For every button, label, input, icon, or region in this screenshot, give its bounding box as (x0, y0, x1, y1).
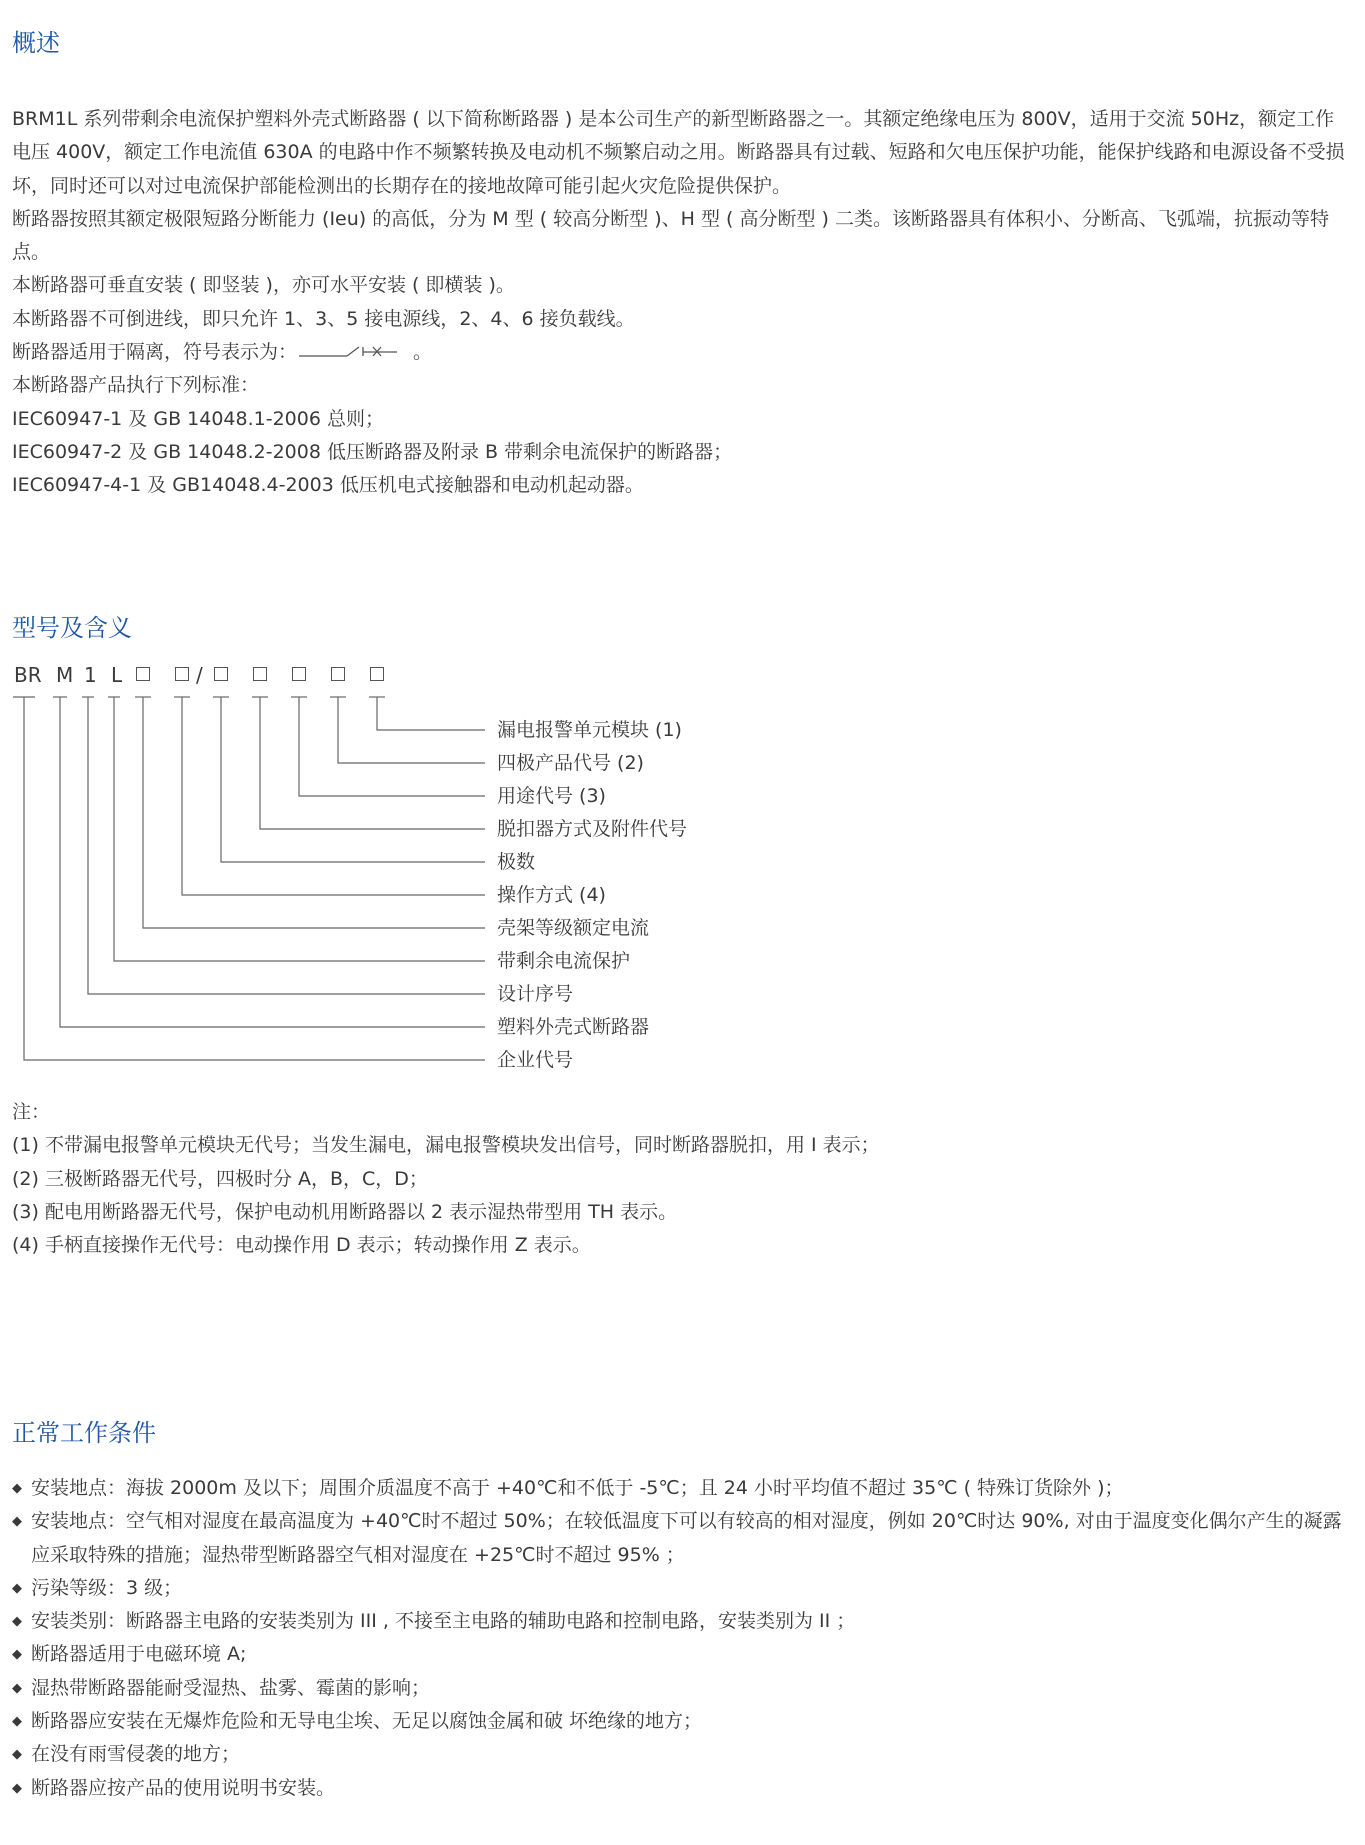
code-box-operation (175, 667, 189, 681)
isolator-symbol-icon (297, 341, 407, 361)
condition-text: 在没有雨雪侵袭的地方； (31, 1743, 241, 1766)
legend-residual-current: 带剩余电流保护 (497, 950, 631, 972)
condition-text: 安装地点：海拔 2000m 及以下；周围介质温度不高于 +40℃和不低于 -5℃；且 24 小时平均值不超过 35℃ ( 特殊订货除外 )； (31, 1477, 1124, 1499)
diamond-bullet-icon: ◆ (12, 1714, 22, 1730)
code-letter-br: BR (14, 663, 42, 687)
note-4: (4) 手柄直接操作无代号：电动操作用 D 表示；转动操作用 Z 表示。 (12, 1234, 591, 1257)
model-code-diagram (0, 660, 760, 1095)
note-2: (2) 三极断路器无代号，四极时分 A，B，C，D； (12, 1167, 428, 1190)
legend-alarm-module: 漏电报警单元模块 (1) (497, 719, 682, 741)
list-item (12, 1672, 1352, 1705)
overview-title: 概述 (12, 29, 60, 57)
overview-paragraph-types: 断路器按照其额定极限短路分断能力 (Ieu) 的高低，分为 M 型 ( 较高分断型 )、H 型 ( 高分断型 ) 二类。该断路器具有体积小、分断高、飞弧端，抗振动等特点。 (12, 207, 1329, 264)
code-box-release (253, 667, 267, 681)
list-item (12, 1738, 1352, 1771)
condition-text: 污染等级：3 级； (31, 1576, 183, 1599)
diamond-bullet-icon: ◆ (12, 1680, 22, 1696)
overview-paragraph-mounting: 本断路器可垂直安装 ( 即竖装 )，亦可水平安装 ( 即横装 )。 (12, 274, 515, 297)
condition-text: 安装类别：断路器主电路的安装类别为 III , 不接至主电路的辅助电路和控制电路，安装类别为 II ； (31, 1610, 856, 1633)
condition-text: 湿热带断路器能耐受湿热、盐雾、霉菌的影响； (31, 1676, 431, 1699)
code-box-usage (292, 667, 306, 681)
model-code-row (12, 662, 512, 690)
condition-text: 断路器应按产品的使用说明书安装。 (31, 1776, 336, 1799)
isolation-text: 断路器适用于隔离，符号表示为： (12, 341, 298, 364)
overview-paragraph-intro: BRM1L 系列带剩余电流保护塑料外壳式断路器 ( 以下简称断路器 ) 是本公司生产的新型断路器之一。其额定绝缘电压为 800V，适用于交流 50Hz，额定工作电压 400V，额定工作电流值 630A 的电路中作不频繁转换及电动机不频繁启动之用。断路器具有过载、短路和欠电压保护功能，能保护线路和电源设备不受损坏，同时还可以对过电流保护部能检测出的长期存在的接地故障可能引起火灾危险提供保护。 (12, 108, 1345, 197)
isolation-text-end: 。 (407, 341, 433, 364)
code-letter-1: 1 (84, 663, 97, 687)
list-item (12, 1505, 1352, 1572)
code-connector-line (24, 697, 485, 1060)
condition-text: 安装地点：空气相对湿度在最高温度为 +40℃时不超过 50%；在较低温度下可以有较高的相对湿度，例如 20℃时达 90%, 对由于温度变化偶尔产生的凝露应采取特殊的措施；湿热带型断路器空气相对湿度在 +25℃时不超过 95% ； (31, 1510, 1342, 1566)
conditions-title: 正常工作条件 (12, 1419, 156, 1447)
list-item (12, 1705, 1352, 1738)
diamond-bullet-icon: ◆ (12, 1614, 22, 1630)
legend-four-pole-code: 四极产品代号 (2) (497, 752, 644, 774)
diamond-bullet-icon: ◆ (12, 1514, 22, 1530)
condition-text: 断路器适用于电磁环境 A; (31, 1643, 247, 1666)
conditions-list (12, 1472, 1352, 1805)
diamond-bullet-icon: ◆ (12, 1747, 22, 1763)
legend-operation: 操作方式 (4) (497, 884, 606, 906)
code-connector-line (377, 697, 485, 730)
legend-company-code: 企业代号 (497, 1049, 574, 1071)
list-item (12, 1638, 1352, 1671)
notes-label: 注： (12, 1101, 51, 1123)
overview-standard-1: IEC60947-1 及 GB 14048.1-2006 总则； (12, 407, 384, 430)
code-box-four-pole (331, 667, 345, 681)
overview-paragraph-standards: 本断路器产品执行下列标准： (12, 374, 260, 397)
overview-paragraph-wiring: 本断路器不可倒进线，即只允许 1、3、5 接电源线，2、4、6 接负载线。 (12, 307, 635, 330)
list-item (12, 1472, 1352, 1505)
list-item (12, 1772, 1352, 1805)
legend-frame-current: 壳架等级额定电流 (497, 917, 650, 939)
legend-release-code: 脱扣器方式及附件代号 (497, 818, 688, 840)
code-connector-line (88, 697, 485, 994)
note-1: (1) 不带漏电报警单元模块无代号；当发生漏电，漏电报警模块发出信号，同时断路器脱扣，用 I 表示； (12, 1134, 880, 1157)
overview-body (12, 103, 1347, 503)
diamond-bullet-icon: ◆ (12, 1580, 22, 1596)
code-letter-l: L (111, 663, 123, 687)
diamond-bullet-icon: ◆ (12, 1780, 22, 1796)
code-slash: / (196, 663, 203, 687)
code-box-poles (214, 667, 228, 681)
diamond-bullet-icon: ◆ (12, 1647, 22, 1663)
legend-design-serial: 设计序号 (497, 983, 574, 1005)
list-item (12, 1572, 1352, 1605)
model-title: 型号及含义 (12, 614, 132, 642)
code-box-alarm (370, 667, 384, 681)
code-letter-m: M (56, 663, 74, 687)
overview-standard-2: IEC60947-2 及 GB 14048.2-2008 低压断路器及附录 B 带剩余电流保护的断路器； (12, 440, 733, 463)
overview-standard-3: IEC60947-4-1 及 GB14048.4-2003 低压机电式接触器和电动机起动器。 (12, 474, 644, 497)
list-item (12, 1605, 1352, 1638)
legend-usage-code: 用途代号 (3) (497, 785, 606, 807)
code-connector-line (143, 697, 485, 928)
diamond-bullet-icon: ◆ (12, 1481, 22, 1496)
model-notes (12, 1096, 1347, 1262)
legend-poles: 极数 (497, 851, 536, 873)
code-connector-line (299, 697, 485, 796)
overview-paragraph-isolation (12, 336, 1347, 369)
code-box-frame-current (136, 667, 150, 681)
legend-mccb: 塑料外壳式断路器 (497, 1016, 650, 1038)
note-3: (3) 配电用断路器无代号，保护电动机用断路器以 2 表示湿热带型用 TH 表示。 (12, 1200, 678, 1223)
condition-text: 断路器应安装在无爆炸危险和无导电尘埃、无足以腐蚀金属和破 坏绝缘的地方； (31, 1710, 703, 1733)
